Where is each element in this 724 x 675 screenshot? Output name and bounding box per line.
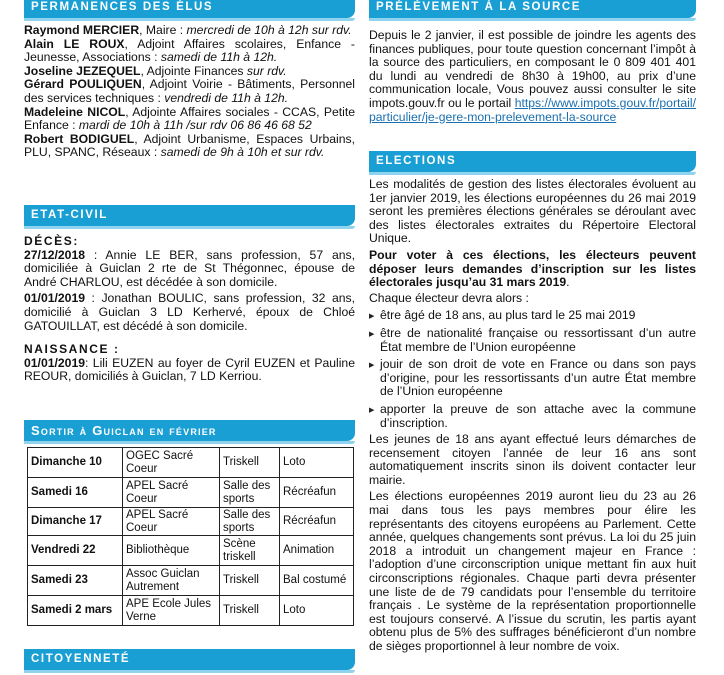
elu-hours: sur rdv. <box>246 63 287 78</box>
permanence-entry <box>24 24 355 38</box>
sortir-title: Sortir à Guiclan en février <box>31 423 217 438</box>
elu-name: Alain LE ROUX <box>24 36 125 51</box>
permanence-entry <box>24 78 355 105</box>
elections-body <box>369 178 696 654</box>
naissance-entry <box>24 357 355 384</box>
event-org: APEL Sacré Coeur <box>123 508 220 536</box>
prelevement-text: Depuis le 2 janvier, il est possible de joindre les agents des finances publiques, pour toute question concernant l’impôt à la source des particuliers, en composant le 0 809 401 401 du lundi au vendredi de 8h30 à 19h00, au prix d’une communication locale, Vous pouvez aussi consulter le site impots.gouv.fr ou le portail https://www.impots.gouv.fr/portail/particulier/je-gere-mon-prelevement-la-source <box>369 28 696 124</box>
event-org: APE Ecole Jules Verne <box>123 596 220 626</box>
event-type: Récréafun <box>280 478 354 508</box>
etat-civil-title: ETAT-CIVIL <box>31 209 108 221</box>
elu-role: , Adjoint Urbanisme, Espaces Urbains, PLU, SPANC, Réseaux : <box>24 131 356 160</box>
permanence-entry <box>24 133 355 160</box>
elu-name: Madeleine NICOL <box>24 104 126 119</box>
naissance-date: 01/01/2019 <box>24 355 85 370</box>
event-org: OGEC Sacré Coeur <box>123 448 220 478</box>
deces-entry <box>24 292 355 333</box>
event-type: Loto <box>280 596 354 626</box>
elu-hours: vendredi de 11h à 12h. <box>164 90 289 105</box>
list-item: ▶ être âgé de 18 ans, au plus tard le 25 mai 2019 <box>369 309 696 323</box>
table-row <box>28 566 354 596</box>
citoyennete-title: CITOYENNETÉ <box>31 653 131 665</box>
elu-name: Gérard POULIQUEN <box>24 77 142 92</box>
event-place: Salle des sports <box>220 508 280 536</box>
permanences-title: PERMANENCES DES ÉLUS <box>31 1 214 13</box>
event-date: Dimanche 17 <box>28 508 123 536</box>
permanence-entry <box>24 38 355 65</box>
elu-role: , Adjointe Affaires sociales - CCAS, Petite Enfance : <box>24 104 355 133</box>
elections-deadline: Pour voter à ces élections, les électeurs peuvent déposer leurs demandes d’inscription sur les listes électorales jusqu’au 31 mars 2019. <box>369 247 696 290</box>
event-place: Triskell <box>220 448 280 478</box>
etat-civil-header <box>24 205 355 226</box>
permanences-header <box>24 0 355 18</box>
deces-date: 27/12/2018 <box>24 247 85 262</box>
naissance-text: : Lili EUZEN au foyer de Cyril EUZEN et Pauline REOUR, domiciliés à Guiclan, 7 LD Kerriou. <box>24 355 355 384</box>
event-date: Samedi 2 mars <box>28 596 123 626</box>
elu-name: Joseline JEZEQUEL <box>24 63 141 78</box>
elections-title: ELECTIONS <box>376 155 457 167</box>
deces-date: 01/01/2019 <box>24 291 85 306</box>
event-type: Récréafun <box>280 508 354 536</box>
etat-civil-body <box>24 235 355 384</box>
permanences-list <box>24 24 355 160</box>
event-date: Samedi 16 <box>28 478 123 508</box>
citoyennete-header <box>24 649 355 670</box>
elu-hours: samedi de 9h à 10h et sur rdv. <box>160 145 325 160</box>
table-row <box>28 478 354 508</box>
list-item: ▶ jouir de son droit de vote en France ou dans son pays d’origine, pour les ressortissants d’un autre État membre de l’Union européenne <box>369 358 696 399</box>
event-place: Scène triskell <box>220 536 280 566</box>
deces-text: : Jonathan BOULIC, sans profession, 32 ans, domicilié à Guiclan 3 LD Kerhervé, époux de Chloé GATOUILLAT, est décédé à son domicile. <box>24 291 355 333</box>
elu-role: , Adjoint Voirie - Bâtiments, Personnel des services techniques : <box>24 77 355 105</box>
elu-hours: mardi de 10h à 11h /sur rdv 06 86 46 68 52 <box>78 118 312 133</box>
table-row <box>28 448 354 478</box>
event-org: APEL Sacré Coeur <box>123 478 220 508</box>
impots-link[interactable]: https://www.impots.gouv.fr/portail/particulier/je-gere-mon-prelevement-la-source <box>369 95 696 124</box>
elections-each: Chaque électeur devra alors : <box>369 290 529 305</box>
prelevement-header <box>369 0 696 18</box>
event-type: Animation <box>280 536 354 566</box>
deces-entry <box>24 249 355 290</box>
event-org: Assoc Guiclan Autrement <box>123 566 220 596</box>
elu-role: , Adjoint Affaires scolaires, Enfance - Jeunesse, Associations : <box>24 36 355 65</box>
permanence-entry <box>24 65 355 79</box>
elu-name: Raymond MERCIER <box>24 23 140 37</box>
event-place: Triskell <box>220 596 280 626</box>
elections-p3: Les élections européennes 2019 auront lieu du 23 au 26 mai dans tous les pays membres pour élire les représentants des citoyens européens au Parlement. Cette année, quelques changements sont prévus. La loi du 25 juin 2018 a introduit un changement majeur en France : l’adoption d’une circonscription unique mettant fin aux huit circonscriptions régionales. Chaque parti devra présenter une liste de de 79 candidats pour l’ensemble du territoire français . Le système de la représentation proportionnelle est toujours conservé. A l’issue du scrutin, les partis ayant obtenu plus de 5% des suffrages bénéficieront d’un nombre de sièges proportionnel à leur nombre de voix. <box>369 489 696 653</box>
elu-hours: mercredi de 10h à 12h sur rdv. <box>186 23 352 37</box>
list-item: ▶ être de nationalité française ou ressortissant d’un autre État membre de l’Union européenne <box>369 327 696 354</box>
event-type: Loto <box>280 448 354 478</box>
event-date: Samedi 23 <box>28 566 123 596</box>
deces-title: DÉCÈS: <box>24 234 79 248</box>
elu-name: Robert BODIGUEL <box>24 131 135 146</box>
event-date: Vendredi 22 <box>28 536 123 566</box>
table-row <box>28 536 354 566</box>
event-date: Dimanche 10 <box>28 448 123 478</box>
permanence-entry <box>24 106 355 133</box>
event-org: Bibliothèque <box>123 536 220 566</box>
elu-role: , Adjointe Finances <box>140 63 247 78</box>
deces-text: : Annie LE BER, sans profession, 57 ans, domiciliée à Guiclan 2 rte de St Thégonnec, épouse de André CHARLOU, est décédée à son domicile. <box>24 247 355 289</box>
elu-hours: samedi de 11h à 12h. <box>160 50 278 65</box>
table-row <box>28 508 354 536</box>
event-place: Triskell <box>220 566 280 596</box>
event-place: Salle des sports <box>220 478 280 508</box>
events-table <box>27 447 354 626</box>
table-row <box>28 596 354 626</box>
elections-p2: Les jeunes de 18 ans ayant effectué leurs démarches de recensement citoyen l’année de leur 16 ans sont automatiquement inscrits sinon ils doivent contacter leur mairie. <box>369 432 696 487</box>
elections-intro: Les modalités de gestion des listes électorales évoluent au 1er janvier 2019, les élections européennes du 26 mai 2019 seront les premières élections générales se déroulant avec des listes électorales extraites du Répertoire Electoral Unique. <box>369 177 696 246</box>
elu-role: , Maire : <box>139 23 187 37</box>
list-item: ▶ apporter la preuve de son attache avec la commune d’inscription. <box>369 403 696 430</box>
sortir-header <box>24 420 355 441</box>
elections-header <box>369 151 696 172</box>
prelevement-body <box>369 29 696 124</box>
event-type: Bal costumé <box>280 566 354 596</box>
naissance-title: NAISSANCE : <box>24 342 120 357</box>
prelevement-title: PRÉLÈVEMENT À LA SOURCE <box>376 1 582 13</box>
